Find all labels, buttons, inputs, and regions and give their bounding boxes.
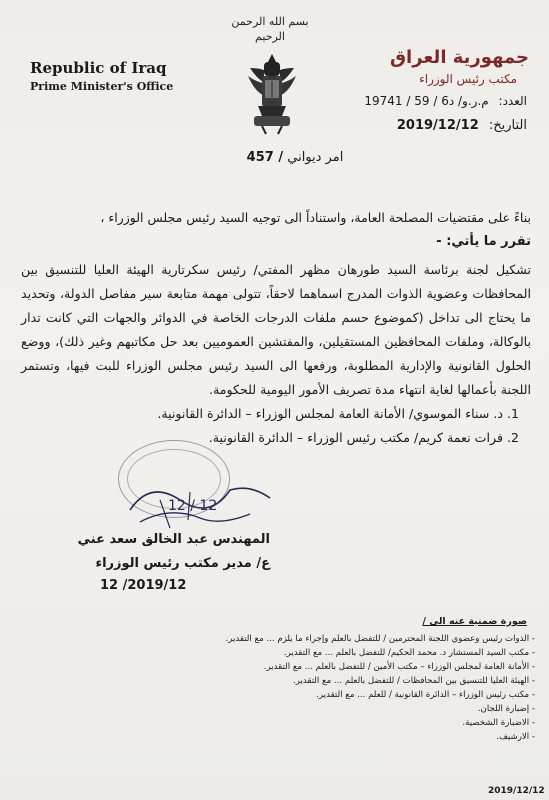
date-value: 2019/12/12 (396, 118, 479, 133)
handwritten-date-mark: 12 / 12 (168, 498, 218, 514)
date-line (297, 118, 527, 133)
member-item: 2. فرات نعمة كريم/ مكتب رئيس الوزراء – الدائرة القانونية. (208, 430, 519, 445)
cc-item: - الذوات رئيس وعضوي اللجنة المحترمين / للتفضل بالعلم وإجراء ما يلزم ... مع التقدير. (225, 634, 535, 644)
english-country-name: Republic of Iraq (30, 59, 167, 77)
order-number-value: / 457 (246, 150, 284, 165)
decision-heading: تقرر ما يأتي: - (436, 234, 531, 249)
arabic-country-name: جمهورية العراق (389, 47, 529, 68)
signatory-name: المهندس عبد الخالق سعد عني (77, 532, 270, 547)
body-paragraph: تشكيل لجنة برئاسة السيد طورهان مظهر المفتي/ رئيس سكرتارية الهيئة العليا للتنسيق بين المحافظات وعضوية الذوات المدرج اسماهما لاحقاً، تتولى مهمة متابعة سير مفاصل الدولة، وتحديد ما يحتاج الى تداخل (كموضوع حسم ملفات الدرجات الخاصة في الدوائر والجهات التي كانت تدار بالوكالة، وملفات المحافظين المستقيلين، والمفتشين العموميين بعد حل مكاتبهم وغير ذلك)، ووضع الحلول القانونية والإدارية المطلوبة، ورفعها الى السيد رئيس مجلس الوزراء للبت فيها، وتستمر اللجنة بأعمالها لغاية انتهاء مدة تصريف الأمور اليومية للحكومة. (21, 262, 531, 397)
cc-item: - مكتب رئيس الوزراء – الدائرة القانونية / للعلم ... مع التقدير. (316, 690, 535, 700)
arabic-office-name: مكتب رئيس الوزراء (419, 72, 517, 86)
reference-label: العدد: (498, 94, 527, 108)
cc-item: - إضبارة اللجان. (477, 704, 535, 714)
reference-value: م.ر.و/ د6 / 59 / 19741 (364, 94, 489, 108)
english-office-name: Prime Minister's Office (30, 80, 174, 93)
signatory-title: ع/ مدير مكتب رئيس الوزراء (95, 556, 270, 571)
cc-item: - الهيئة العليا للتنسيق بين المحافظات / للتفضل بالعلم ... مع التقدير. (292, 676, 535, 686)
date-label: التاريخ: (488, 118, 527, 133)
cc-item: - الارشيف. (496, 732, 535, 742)
cc-heading: صورة ضمنية عنه الى / (422, 616, 527, 627)
basmala-calligraphy: بسم الله الرحمن الرحيم (231, 15, 309, 43)
cc-list (15, 632, 535, 744)
arabic-letterhead (339, 46, 529, 88)
member-item: 1. د. سناء الموسوي/ الأمانة العامة لمجلس الوزراء – الدائرة القانونية. (157, 406, 519, 421)
iraq-eagle-emblem (244, 50, 300, 136)
order-number (240, 150, 350, 165)
signature-date: 2019/12/ 12 (100, 578, 187, 593)
cc-item: - الاضبارة الشخصية. (462, 718, 535, 728)
order-label: امر ديواني (287, 150, 344, 165)
cc-item: - مكتب السيد المستشار د. محمد الحكيم/ للتفضل بالعلم ... مع التقدير. (283, 648, 535, 658)
committee-members-list (19, 402, 519, 450)
preamble-text: بناءً على مقتضيات المصلحة العامة، واستناداً الى توجيه السيد رئيس مجلس الوزراء ، (100, 210, 531, 225)
signatory-block (30, 528, 270, 576)
cc-item: - الأمانة العامة لمجلس الوزراء – مكتب الأمين / للتفضل بالعلم ... مع التقدير. (263, 662, 535, 672)
reference-number-line (297, 94, 527, 108)
english-letterhead (30, 58, 210, 96)
footer-date: 2019/12/12 (488, 786, 545, 796)
